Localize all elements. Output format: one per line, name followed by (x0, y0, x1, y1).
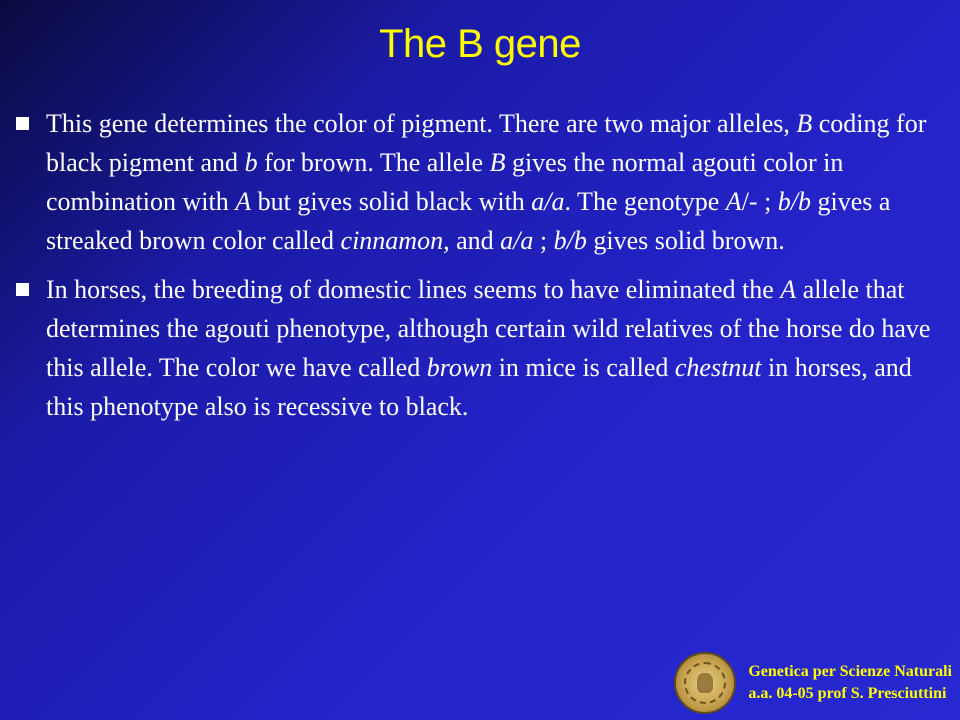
text-segment: and (449, 226, 501, 255)
footer-course: Genetica per Scienze Naturali (748, 663, 952, 680)
bullet-text (46, 275, 930, 421)
text-segment: coding for black pigment and (46, 109, 927, 177)
italic-term: cinnamon, (340, 226, 450, 255)
italic-term: b/b (553, 226, 587, 255)
bullet-square-icon (16, 117, 29, 130)
slide-title: The B gene (379, 22, 581, 66)
italic-term: A (725, 187, 742, 216)
bullet-item (16, 270, 946, 426)
text-segment: in mice is called (492, 353, 675, 382)
text-segment: . The genotype (564, 187, 726, 216)
italic-term: brown (426, 353, 493, 382)
footer (674, 652, 952, 714)
italic-term: b/b (777, 187, 812, 216)
bullet-square-icon (16, 283, 29, 296)
bullet-item (16, 104, 946, 260)
text-segment: but gives solid black with (251, 187, 532, 216)
text-segment: In horses, the breeding of domestic lines seems to have eliminated the (46, 275, 781, 304)
text-segment: in horses, and this phenotype also is recessive to black. (46, 353, 912, 421)
italic-term: B (796, 109, 813, 138)
italic-term: A (780, 275, 797, 304)
text-segment: ; (533, 226, 554, 255)
text-segment: gives solid brown. (586, 226, 785, 255)
footer-text (748, 661, 952, 705)
text-segment: This gene determines the color of pigment. There are two major alleles, (46, 109, 797, 138)
text-segment: allele that determines the agouti phenotype, although certain wild relatives of the horse do have this allele. The color we have called (46, 275, 931, 382)
italic-term: a/a (531, 187, 565, 216)
text-segment: gives the normal agouti color in combination with (46, 148, 844, 216)
italic-term: B (489, 148, 506, 177)
university-seal-icon (674, 652, 736, 714)
italic-term: b (244, 148, 258, 177)
bullet-text (46, 109, 926, 255)
text-segment: /- ; (741, 187, 778, 216)
footer-year-professor: a.a. 04-05 prof S. Presciuttini (748, 685, 947, 702)
italic-term: chestnut (674, 353, 762, 382)
bullet-list (16, 104, 946, 436)
text-segment: gives a streaked brown color called (46, 187, 891, 255)
italic-term: a/a (500, 226, 534, 255)
text-segment: for brown. The allele (257, 148, 490, 177)
italic-term: A (235, 187, 252, 216)
